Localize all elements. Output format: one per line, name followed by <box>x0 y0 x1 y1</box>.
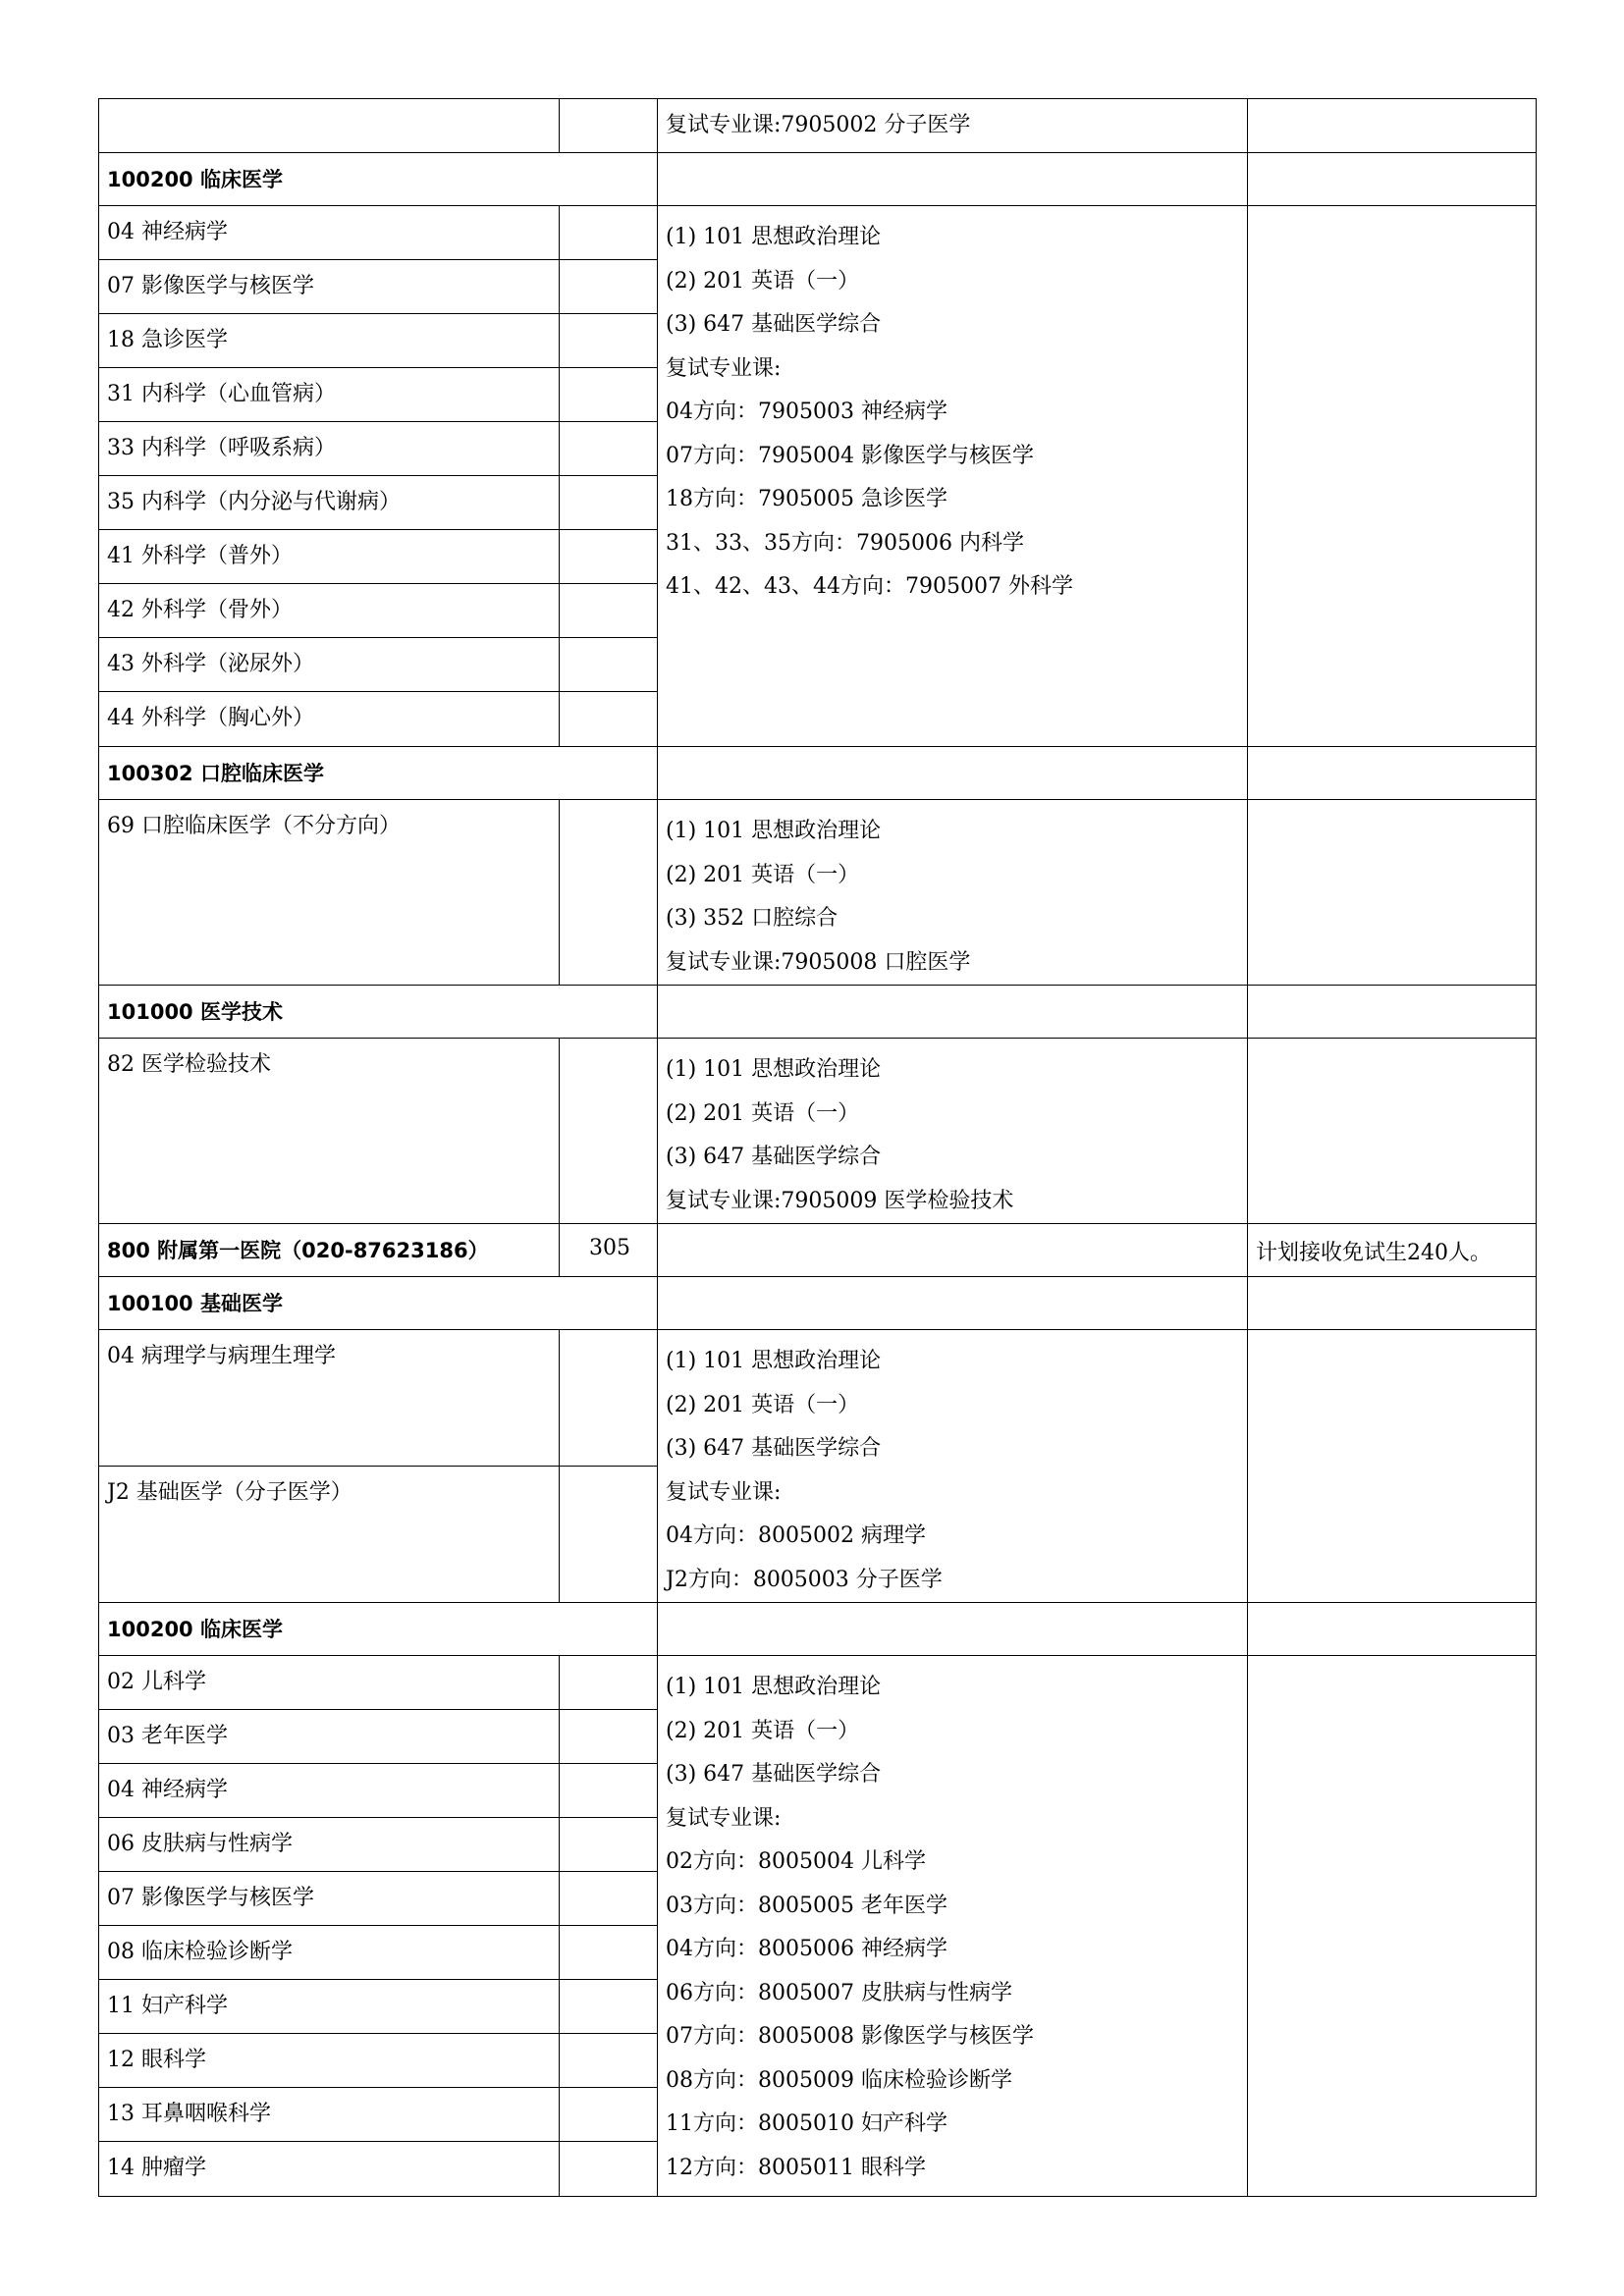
direction-label: 06 皮肤病与性病学 <box>107 1832 293 1856</box>
exam-subject: 02方向：8005004 儿科学 <box>666 1849 926 1874</box>
exam-subject: (2) 201 英语（一） <box>666 1718 860 1743</box>
exam-subject: 06方向：8005007 皮肤病与性病学 <box>666 1980 1012 2005</box>
note-cell <box>1248 1224 1537 1277</box>
direction-label: 07 影像医学与核医学 <box>107 274 314 298</box>
exam-subject: (1) 101 思想政治理论 <box>666 1057 882 1082</box>
exam-subject: (1) 101 思想政治理论 <box>666 819 882 843</box>
exam-subject: (3) 352 口腔综合 <box>666 906 839 931</box>
exam-subject: (2) 201 英语（一） <box>666 1392 860 1417</box>
course-cell <box>658 747 1248 800</box>
direction-label: 44 外科学（胸心外） <box>107 706 314 730</box>
direction-label: J2 基础医学（分子医学） <box>107 1480 352 1505</box>
exam-subject: J2方向：8005003 分子医学 <box>666 1567 943 1592</box>
major-title-cell <box>99 986 658 1039</box>
exam-subject: 复试专业课:7905008 口腔医学 <box>666 949 971 975</box>
quota-cell <box>560 1872 658 1926</box>
quota-cell <box>560 1224 658 1277</box>
direction-label: 69 口腔临床医学（不分方向） <box>107 814 401 838</box>
major-title: 100100 基础医学 <box>107 1292 283 1315</box>
quota-cell <box>560 1039 658 1224</box>
direction-cell <box>99 2034 560 2088</box>
major-title: 100200 临床医学 <box>107 168 283 191</box>
exam-subject: 11方向：8005010 妇产科学 <box>666 2111 947 2136</box>
table-row <box>99 99 1537 153</box>
exam-subject: (2) 201 英语（一） <box>666 862 860 887</box>
direction-label: 04 神经病学 <box>107 220 228 244</box>
direction-cell <box>99 1467 560 1603</box>
quota-cell <box>560 206 658 260</box>
exam-subjects-cell <box>658 1656 1248 2197</box>
direction-cell <box>99 1926 560 1980</box>
quota-cell <box>560 692 658 747</box>
institution-row <box>99 1224 1537 1277</box>
note-cell <box>1248 1656 1537 2197</box>
major-header-row <box>99 986 1537 1039</box>
direction-label: 33 内科学（呼吸系病） <box>107 436 336 460</box>
institution-name: 800 附属第一医院（020-87623186） <box>107 1239 489 1262</box>
exam-subject: 31、33、35方向：7905006 内科学 <box>666 530 1024 556</box>
enrollment-quota: 305 <box>589 1236 630 1260</box>
note-cell <box>1248 747 1537 800</box>
major-header-row <box>99 747 1537 800</box>
direction-cell <box>99 206 560 260</box>
quota-cell <box>560 314 658 368</box>
major-title-cell <box>99 747 658 800</box>
exam-subject: (3) 647 基础医学综合 <box>666 1436 882 1461</box>
note-cell <box>1248 1039 1537 1224</box>
exam-subjects-list <box>658 206 1247 610</box>
direction-cell <box>99 800 560 986</box>
direction-label: 42 外科学（骨外） <box>107 598 293 622</box>
quota-cell <box>560 584 658 638</box>
quota-cell <box>560 1467 658 1603</box>
direction-label: 31 内科学（心血管病） <box>107 382 336 406</box>
quota-cell <box>560 1330 658 1467</box>
exam-subject: 04方向：7905003 神经病学 <box>666 400 947 424</box>
direction-label: 41 外科学（普外） <box>107 544 293 568</box>
quota-cell <box>560 99 658 153</box>
direction-cell <box>99 422 560 476</box>
note-cell <box>1248 206 1537 747</box>
exemption-note: 计划接收免试生240人。 <box>1256 1241 1491 1265</box>
major-header-row <box>99 153 1537 206</box>
direction-label: 43 外科学（泌尿外） <box>107 652 314 676</box>
exam-subjects-list <box>658 1656 1247 2190</box>
direction-label: 35 内科学（内分泌与代谢病） <box>107 490 401 514</box>
quota-cell <box>560 2142 658 2197</box>
exam-subject: (1) 101 思想政治理论 <box>666 1349 882 1373</box>
direction-label: 14 肿瘤学 <box>107 2156 206 2180</box>
exam-subjects-cell <box>658 800 1248 986</box>
quota-cell <box>560 1764 658 1818</box>
direction-cell <box>99 2142 560 2197</box>
direction-cell <box>99 476 560 530</box>
major-header-row <box>99 1603 1537 1656</box>
direction-cell <box>99 1764 560 1818</box>
quota-cell <box>560 2034 658 2088</box>
major-title-cell <box>99 153 658 206</box>
note-cell <box>1248 99 1537 153</box>
major-title: 100200 临床医学 <box>107 1618 283 1641</box>
exam-subjects-cell <box>658 206 1248 747</box>
exam-subject: (2) 201 英语（一） <box>666 1100 860 1126</box>
exam-subject: (3) 647 基础医学综合 <box>666 1762 882 1787</box>
exam-subjects-list <box>658 1039 1247 1223</box>
exam-subject: (3) 647 基础医学综合 <box>666 312 882 337</box>
direction-label: 08 临床检验诊断学 <box>107 1940 293 1964</box>
quota-cell <box>560 800 658 986</box>
admissions-table <box>98 98 1537 2197</box>
exam-subjects-cell <box>658 1039 1248 1224</box>
exam-subject: 18方向：7905005 急诊医学 <box>666 487 947 511</box>
direction-cell <box>99 1656 560 1710</box>
exam-subject: 07方向：7905004 影像医学与核医学 <box>666 443 1034 468</box>
quota-cell <box>560 260 658 314</box>
direction-row <box>99 206 1537 260</box>
direction-cell <box>99 314 560 368</box>
quota-cell <box>560 476 658 530</box>
direction-cell <box>99 260 560 314</box>
exam-subject: (3) 647 基础医学综合 <box>666 1145 882 1169</box>
exam-subject: (1) 101 思想政治理论 <box>666 1675 882 1699</box>
exam-subject: 03方向：8005005 老年医学 <box>666 1893 947 1918</box>
exam-subject: (1) 101 思想政治理论 <box>666 225 882 249</box>
quota-cell <box>560 638 658 692</box>
major-title-cell <box>99 1277 658 1330</box>
direction-label: 03 老年医学 <box>107 1724 228 1748</box>
quota-cell <box>560 2088 658 2142</box>
exam-subject: 04方向：8005002 病理学 <box>666 1523 926 1548</box>
quota-cell <box>560 530 658 584</box>
course-cell <box>658 153 1248 206</box>
exam-subject: 复试专业课: <box>666 1479 782 1505</box>
quota-cell <box>560 1710 658 1764</box>
direction-label: 04 病理学与病理生理学 <box>107 1344 336 1368</box>
direction-cell <box>99 1980 560 2034</box>
quota-cell <box>560 422 658 476</box>
direction-label: 02 儿科学 <box>107 1670 206 1694</box>
quota-cell <box>560 368 658 422</box>
quota-cell <box>560 1656 658 1710</box>
exam-subject: 08方向：8005009 临床检验诊断学 <box>666 2067 1012 2093</box>
major-cell <box>99 99 560 153</box>
note-cell <box>1248 1277 1537 1330</box>
admissions-table-page <box>98 98 1536 2197</box>
direction-cell <box>99 1039 560 1224</box>
exam-subject: 复试专业课: <box>666 1805 782 1831</box>
direction-cell <box>99 584 560 638</box>
note-cell <box>1248 1603 1537 1656</box>
note-cell <box>1248 986 1537 1039</box>
direction-row <box>99 1656 1537 1710</box>
direction-cell <box>99 1710 560 1764</box>
course-cell <box>658 1603 1248 1656</box>
direction-row <box>99 1039 1537 1224</box>
direction-label: 07 影像医学与核医学 <box>107 1886 314 1910</box>
direction-cell <box>99 1872 560 1926</box>
quota-cell <box>560 1818 658 1872</box>
direction-row <box>99 1330 1537 1467</box>
exam-subjects-list <box>658 800 1247 985</box>
exam-subject: 复试专业课:7905009 医学检验技术 <box>666 1188 1014 1213</box>
exam-subject: 41、42、43、44方向：7905007 外科学 <box>666 574 1073 599</box>
retest-course: 复试专业课:7905002 分子医学 <box>666 113 971 137</box>
direction-cell <box>99 530 560 584</box>
note-cell <box>1248 800 1537 986</box>
direction-cell <box>99 638 560 692</box>
direction-cell <box>99 692 560 747</box>
quota-cell <box>560 1926 658 1980</box>
direction-cell <box>99 1330 560 1467</box>
direction-row <box>99 800 1537 986</box>
direction-label: 13 耳鼻咽喉科学 <box>107 2102 271 2126</box>
direction-cell <box>99 368 560 422</box>
direction-label: 82 医学检验技术 <box>107 1052 271 1077</box>
note-cell <box>1248 153 1537 206</box>
exam-subjects-cell <box>658 1330 1248 1603</box>
exam-subject: (2) 201 英语（一） <box>666 268 860 294</box>
course-cell <box>658 99 1248 153</box>
exam-subject: 复试专业课: <box>666 355 782 381</box>
major-title-cell <box>99 1603 658 1656</box>
exam-subject: 04方向：8005006 神经病学 <box>666 1937 947 1961</box>
direction-cell <box>99 1818 560 1872</box>
direction-label: 12 眼科学 <box>107 2048 206 2072</box>
direction-label: 11 妇产科学 <box>107 1994 228 2018</box>
course-cell <box>658 1224 1248 1277</box>
direction-label: 04 神经病学 <box>107 1778 228 1802</box>
exam-subject: 12方向：8005011 眼科学 <box>666 2155 926 2180</box>
exam-subjects-list <box>658 1330 1247 1602</box>
note-cell <box>1248 1330 1537 1603</box>
major-header-row <box>99 1277 1537 1330</box>
direction-cell <box>99 2088 560 2142</box>
course-cell <box>658 1277 1248 1330</box>
institution-cell <box>99 1224 560 1277</box>
major-title: 101000 医学技术 <box>107 1000 283 1024</box>
direction-label: 18 急诊医学 <box>107 328 228 352</box>
major-title: 100302 口腔临床医学 <box>107 762 324 785</box>
quota-cell <box>560 1980 658 2034</box>
exam-subject: 07方向：8005008 影像医学与核医学 <box>666 2024 1034 2049</box>
course-cell <box>658 986 1248 1039</box>
